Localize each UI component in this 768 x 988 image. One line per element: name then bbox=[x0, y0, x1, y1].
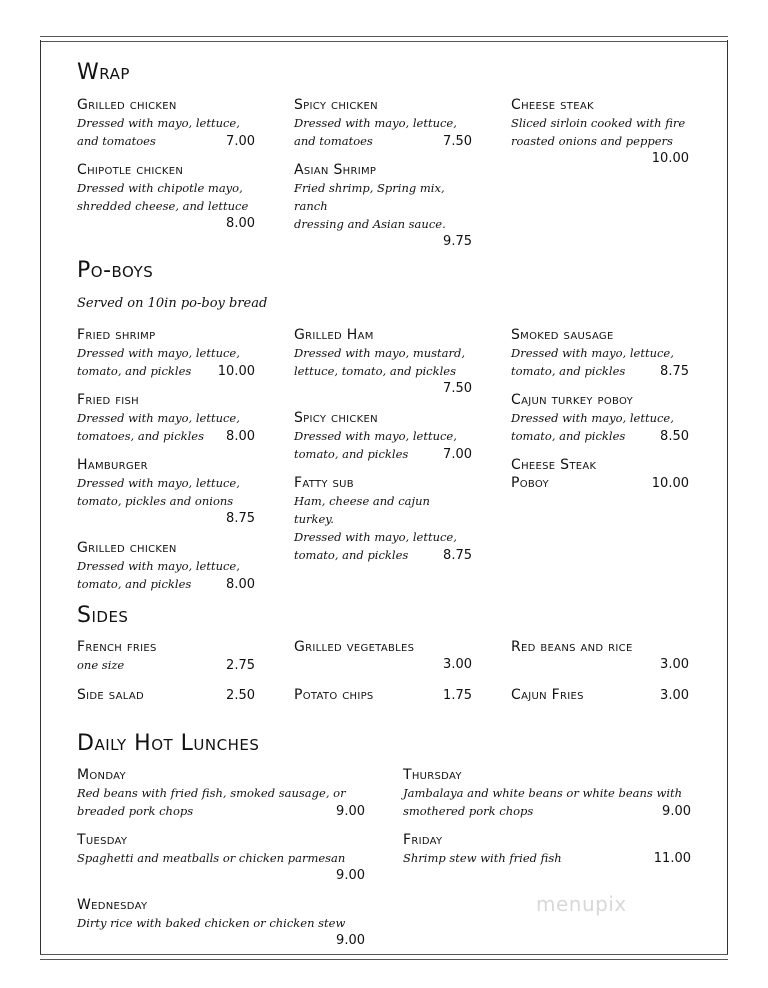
menu-item bbox=[77, 638, 255, 675]
item-name: Cajun turkey poboy bbox=[511, 392, 634, 408]
section-title-sides: Sides bbox=[77, 603, 129, 628]
watermark-logo: menupix bbox=[536, 892, 627, 916]
menu-item bbox=[77, 391, 255, 446]
item-name: Cheese Steak bbox=[511, 457, 597, 473]
item-description: tomatoes, and pickles bbox=[77, 429, 204, 443]
item-description: Spaghetti and meatballs or chicken parmesan bbox=[77, 851, 346, 865]
item-name: Tuesday bbox=[77, 832, 128, 848]
item-description: Ham, cheese and cajun turkey. bbox=[294, 494, 430, 526]
item-price: 10.00 bbox=[651, 151, 689, 166]
item-price: 9.00 bbox=[336, 868, 365, 883]
item-price: 8.00 bbox=[226, 429, 255, 444]
item-price: 7.50 bbox=[443, 381, 472, 396]
menu-item bbox=[403, 831, 691, 868]
left-border bbox=[40, 40, 41, 954]
item-price: 3.00 bbox=[660, 688, 689, 703]
item-name: Cajun Fries bbox=[511, 687, 584, 703]
item-description: Red beans with fried fish, smoked sausage, or bbox=[77, 786, 346, 800]
menu-item bbox=[77, 161, 255, 233]
item-price: 7.00 bbox=[443, 447, 472, 462]
item-price: 10.00 bbox=[217, 364, 255, 379]
menu-item bbox=[77, 686, 255, 705]
item-price: 9.00 bbox=[336, 804, 365, 819]
item-description: Dressed with mayo, lettuce, bbox=[77, 559, 240, 573]
item-name: Chipotle chicken bbox=[77, 162, 184, 178]
item-name: Side salad bbox=[77, 687, 145, 703]
item-name: Thursday bbox=[403, 767, 462, 783]
menu-item bbox=[77, 96, 255, 151]
item-description: tomato, and pickles bbox=[294, 548, 409, 562]
menu-item bbox=[511, 686, 689, 705]
menu-item bbox=[77, 896, 365, 950]
item-description: roasted onions and peppers bbox=[511, 134, 673, 148]
item-description: tomato, and pickles bbox=[77, 577, 192, 591]
item-name: Fried shrimp bbox=[77, 327, 156, 343]
section-title-wrap: Wrap bbox=[77, 60, 130, 85]
menu-item bbox=[511, 326, 689, 381]
item-price: 9.00 bbox=[662, 804, 691, 819]
menu-item bbox=[77, 831, 365, 885]
item-name: Fried fish bbox=[77, 392, 139, 408]
item-description: Dressed with mayo, lettuce, bbox=[77, 411, 240, 425]
menu-item bbox=[294, 96, 472, 151]
item-price: 8.75 bbox=[660, 364, 689, 379]
item-price: 3.00 bbox=[443, 657, 472, 672]
item-description: Dressed with chipotle mayo, bbox=[77, 181, 243, 195]
item-name: Cheese steak bbox=[511, 97, 594, 113]
section-title-poboys: Po-boys bbox=[77, 258, 154, 283]
item-description: shredded cheese, and lettuce bbox=[77, 199, 249, 213]
item-name: Grilled chicken bbox=[77, 540, 177, 556]
item-description: Dressed with mayo, lettuce, bbox=[294, 429, 457, 443]
item-description: Dressed with mayo, lettuce, bbox=[294, 530, 457, 544]
item-name: Spicy chicken bbox=[294, 97, 378, 113]
item-description: Fried shrimp, Spring mix, ranch bbox=[294, 181, 445, 213]
item-description: Jambalaya and white beans or white beans with bbox=[403, 786, 683, 800]
menu-item bbox=[511, 638, 689, 674]
item-name: Wednesday bbox=[77, 897, 148, 913]
item-description: Dirty rice with baked chicken or chicken stew bbox=[77, 916, 346, 930]
item-name: French fries bbox=[77, 639, 157, 655]
item-description: Dressed with mayo, lettuce, bbox=[77, 116, 240, 130]
item-price: 9.75 bbox=[443, 234, 472, 249]
item-description: Shrimp stew with fried fish bbox=[403, 851, 562, 865]
item-name: Grilled vegetables bbox=[294, 639, 415, 655]
item-description: Sliced sirloin cooked with fire bbox=[511, 116, 686, 130]
item-description: Dressed with mayo, lettuce, bbox=[77, 346, 240, 360]
item-name: Asian Shrimp bbox=[294, 162, 377, 178]
item-price: 7.50 bbox=[443, 134, 472, 149]
item-description: tomato, and pickles bbox=[511, 429, 626, 443]
item-price: 10.00 bbox=[651, 476, 689, 491]
item-price: 11.00 bbox=[653, 851, 691, 866]
menu-item bbox=[77, 766, 365, 821]
item-price: 8.75 bbox=[443, 548, 472, 563]
menu-item bbox=[77, 539, 255, 594]
item-name: Monday bbox=[77, 767, 126, 783]
item-description: dressing and Asian sauce. bbox=[294, 217, 446, 231]
item-name: Smoked sausage bbox=[511, 327, 614, 343]
item-price: 8.50 bbox=[660, 429, 689, 444]
item-price: 8.00 bbox=[226, 216, 255, 231]
item-description: smothered pork chops bbox=[403, 804, 534, 818]
item-description: Dressed with mayo, lettuce, bbox=[294, 116, 457, 130]
menu-item bbox=[511, 96, 689, 168]
item-price: 8.00 bbox=[226, 577, 255, 592]
item-description: lettuce, tomato, and pickles bbox=[294, 364, 456, 378]
item-name: Grilled Ham bbox=[294, 327, 374, 343]
item-price: 8.75 bbox=[226, 511, 255, 526]
item-description: Dressed with mayo, lettuce, bbox=[511, 346, 674, 360]
item-description: and tomatoes bbox=[294, 134, 373, 148]
item-description: Dressed with mayo, mustard, bbox=[294, 346, 466, 360]
menu-item bbox=[294, 161, 472, 251]
item-name: Spicy chicken bbox=[294, 410, 378, 426]
menu-item bbox=[403, 766, 691, 821]
item-description: tomato, pickles and onions bbox=[77, 494, 234, 508]
menu-item bbox=[77, 456, 255, 528]
right-border bbox=[727, 40, 728, 954]
item-name: Grilled chicken bbox=[77, 97, 177, 113]
section-note: Served on 10in po-boy bread bbox=[77, 296, 268, 311]
item-description: tomato, and pickles bbox=[511, 364, 626, 378]
item-price: 2.75 bbox=[226, 658, 255, 673]
item-name: Fatty sub bbox=[294, 475, 354, 491]
item-description: one size bbox=[77, 658, 125, 672]
item-price: 3.00 bbox=[660, 657, 689, 672]
menu-item bbox=[77, 326, 255, 381]
item-price: 2.50 bbox=[226, 688, 255, 703]
item-description: tomato, and pickles bbox=[294, 447, 409, 461]
menu-item bbox=[294, 326, 472, 398]
item-price: 9.00 bbox=[336, 933, 365, 948]
item-description: and tomatoes bbox=[77, 134, 156, 148]
item-name: Potato chips bbox=[294, 687, 374, 703]
item-description: Dressed with mayo, lettuce, bbox=[511, 411, 674, 425]
item-description: breaded pork chops bbox=[77, 804, 194, 818]
menu-item bbox=[294, 638, 472, 674]
item-price: 7.00 bbox=[226, 134, 255, 149]
menu-item bbox=[294, 474, 472, 565]
item-name: Friday bbox=[403, 832, 443, 848]
menu-item bbox=[294, 409, 472, 464]
bottom-border bbox=[40, 954, 728, 960]
top-border bbox=[40, 36, 728, 42]
item-name: Hamburger bbox=[77, 457, 148, 473]
item-name: Poboy bbox=[511, 475, 549, 491]
item-name: Red beans and rice bbox=[511, 639, 633, 655]
menu-item bbox=[294, 686, 472, 705]
menu-item bbox=[511, 391, 689, 446]
item-description: Dressed with mayo, lettuce, bbox=[77, 476, 240, 490]
item-price: 1.75 bbox=[443, 688, 472, 703]
item-description: tomato, and pickles bbox=[77, 364, 192, 378]
section-title-daily-hot-lunches: Daily Hot Lunches bbox=[77, 731, 260, 756]
menu-item bbox=[511, 456, 689, 493]
